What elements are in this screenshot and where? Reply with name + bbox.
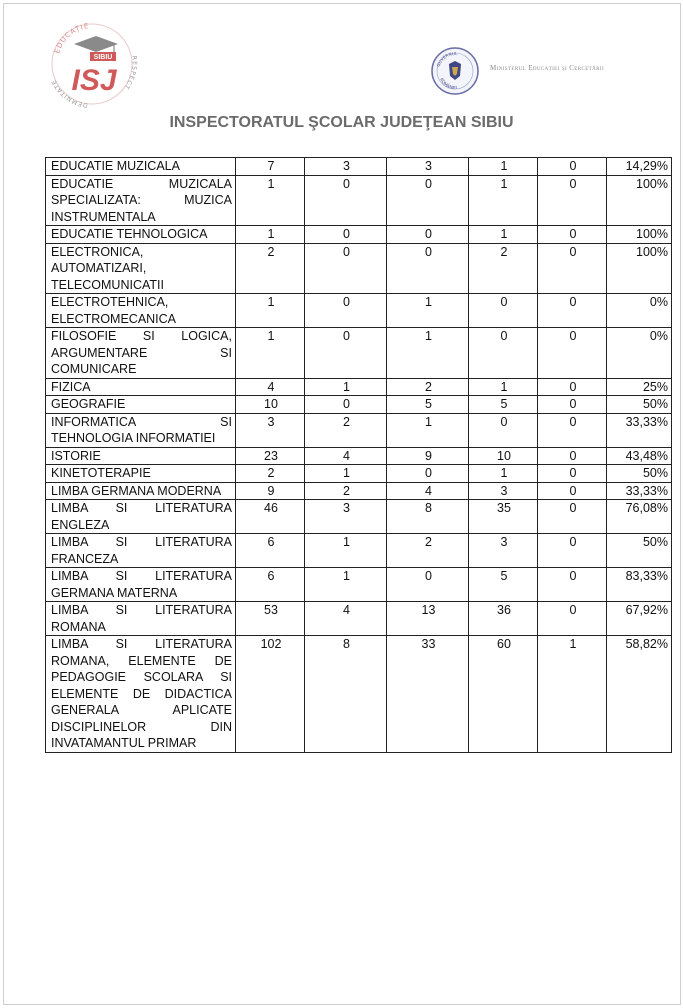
- percent-cell: 83,33%: [607, 568, 672, 602]
- value-cell: 2: [387, 534, 469, 568]
- value-cell: 0: [538, 226, 607, 244]
- value-cell: 0: [538, 328, 607, 379]
- value-cell: 4: [305, 447, 387, 465]
- ministry-logo-top-text: GUVERNUL: [435, 50, 458, 68]
- value-cell: 2: [305, 482, 387, 500]
- table-row: [46, 500, 672, 534]
- percent-cell: 100%: [607, 226, 672, 244]
- subject-cell: LIMBA SI LITERATURA ENGLEZA: [46, 500, 236, 534]
- value-cell: 33: [387, 636, 469, 753]
- table-row: [46, 482, 672, 500]
- value-cell: 0: [305, 175, 387, 226]
- subject-cell: LIMBA SI LITERATURA ROMANA: [46, 602, 236, 636]
- ministry-name: Ministerul Educației și Cercetării: [490, 64, 605, 72]
- value-cell: 0: [538, 602, 607, 636]
- value-cell: 60: [469, 636, 538, 753]
- value-cell: 2: [236, 243, 305, 294]
- table-row: [46, 602, 672, 636]
- page-title: INSPECTORATUL ŞCOLAR JUDEŢEAN SIBIU: [169, 114, 514, 131]
- subject-cell: FILOSOFIE SI LOGICA, ARGUMENTARE SI COMUNICARE: [46, 328, 236, 379]
- percent-cell: 33,33%: [607, 482, 672, 500]
- value-cell: 0: [469, 413, 538, 447]
- value-cell: 0: [538, 534, 607, 568]
- subject-cell: LIMBA SI LITERATURA ROMANA, ELEMENTE DE PEDAGOGIE SCOLARA SI ELEMENTE DE DIDACTICA GENERALA APLICATE DISCIPLINELOR DIN INVATAMANTUL PRIMAR: [46, 636, 236, 753]
- subject-cell: LIMBA SI LITERATURA FRANCEZA: [46, 534, 236, 568]
- sibiu-badge-text: SIBIU: [93, 54, 113, 61]
- table-row: [46, 568, 672, 602]
- value-cell: 1: [469, 226, 538, 244]
- percent-cell: 0%: [607, 294, 672, 328]
- value-cell: 0: [538, 465, 607, 483]
- value-cell: 53: [236, 602, 305, 636]
- value-cell: 0: [305, 328, 387, 379]
- logo-arc-top-text: EDUCAȚIE: [53, 22, 90, 55]
- subject-cell: EDUCATIE MUZICALA SPECIALIZATA: MUZICA INSTRUMENTALA: [46, 175, 236, 226]
- table-row: [46, 158, 672, 176]
- value-cell: 46: [236, 500, 305, 534]
- percent-cell: 50%: [607, 534, 672, 568]
- value-cell: 0: [538, 500, 607, 534]
- value-cell: 5: [387, 396, 469, 414]
- value-cell: 0: [387, 465, 469, 483]
- percent-cell: 50%: [607, 465, 672, 483]
- table-row: [46, 328, 672, 379]
- table-row: [46, 396, 672, 414]
- subject-cell: LIMBA GERMANA MODERNA: [46, 482, 236, 500]
- value-cell: 3: [469, 534, 538, 568]
- subject-cell: KINETOTERAPIE: [46, 465, 236, 483]
- value-cell: 0: [387, 175, 469, 226]
- value-cell: 1: [305, 378, 387, 396]
- value-cell: 2: [305, 413, 387, 447]
- value-cell: 1: [236, 294, 305, 328]
- value-cell: 6: [236, 534, 305, 568]
- percent-cell: 43,48%: [607, 447, 672, 465]
- value-cell: 4: [387, 482, 469, 500]
- value-cell: 2: [236, 465, 305, 483]
- value-cell: 0: [538, 568, 607, 602]
- value-cell: 0: [538, 243, 607, 294]
- table-row: [46, 243, 672, 294]
- value-cell: 1: [469, 465, 538, 483]
- value-cell: 102: [236, 636, 305, 753]
- value-cell: 0: [538, 158, 607, 176]
- subject-cell: ELECTRONICA, AUTOMATIZARI, TELECOMUNICATII: [46, 243, 236, 294]
- value-cell: 3: [305, 500, 387, 534]
- value-cell: 0: [305, 243, 387, 294]
- value-cell: 1: [236, 328, 305, 379]
- graduation-cap-icon: [74, 36, 118, 52]
- table-row: [46, 226, 672, 244]
- value-cell: 9: [236, 482, 305, 500]
- value-cell: 1: [538, 636, 607, 753]
- value-cell: 8: [387, 500, 469, 534]
- value-cell: 1: [305, 568, 387, 602]
- value-cell: 1: [305, 534, 387, 568]
- value-cell: 1: [236, 226, 305, 244]
- subject-cell: EDUCATIE MUZICALA: [46, 158, 236, 176]
- value-cell: 1: [387, 413, 469, 447]
- percent-cell: 25%: [607, 378, 672, 396]
- subject-cell: ISTORIE: [46, 447, 236, 465]
- ministry-logo-bottom-text: ROMÂNIEI: [439, 77, 458, 91]
- value-cell: 0: [387, 226, 469, 244]
- value-cell: 0: [469, 294, 538, 328]
- value-cell: 0: [538, 378, 607, 396]
- value-cell: 2: [469, 243, 538, 294]
- value-cell: 0: [387, 243, 469, 294]
- table-row: [46, 294, 672, 328]
- value-cell: 0: [538, 447, 607, 465]
- value-cell: 8: [305, 636, 387, 753]
- value-cell: 0: [538, 396, 607, 414]
- value-cell: 0: [538, 413, 607, 447]
- value-cell: 10: [469, 447, 538, 465]
- percent-cell: 100%: [607, 243, 672, 294]
- value-cell: 0: [387, 568, 469, 602]
- value-cell: 5: [469, 396, 538, 414]
- percent-cell: 100%: [607, 175, 672, 226]
- value-cell: 3: [236, 413, 305, 447]
- logo-arc-left-text: DEMNITATE: [50, 78, 89, 109]
- value-cell: 1: [469, 158, 538, 176]
- logo-arc-right-text: RESPECT: [122, 55, 138, 91]
- value-cell: 23: [236, 447, 305, 465]
- percent-cell: 50%: [607, 396, 672, 414]
- results-table: [45, 157, 672, 753]
- value-cell: 1: [236, 175, 305, 226]
- value-cell: 1: [469, 175, 538, 226]
- value-cell: 13: [387, 602, 469, 636]
- value-cell: 0: [469, 328, 538, 379]
- value-cell: 0: [305, 294, 387, 328]
- value-cell: 3: [387, 158, 469, 176]
- value-cell: 0: [305, 226, 387, 244]
- percent-cell: 58,82%: [607, 636, 672, 753]
- value-cell: 1: [387, 328, 469, 379]
- value-cell: 2: [387, 378, 469, 396]
- value-cell: 3: [305, 158, 387, 176]
- isj-mark-text: ISJ: [71, 64, 117, 97]
- value-cell: 1: [469, 378, 538, 396]
- value-cell: 0: [305, 396, 387, 414]
- value-cell: 0: [538, 482, 607, 500]
- value-cell: 36: [469, 602, 538, 636]
- percent-cell: 33,33%: [607, 413, 672, 447]
- percent-cell: 76,08%: [607, 500, 672, 534]
- table-row: [46, 413, 672, 447]
- subject-cell: FIZICA: [46, 378, 236, 396]
- value-cell: 3: [469, 482, 538, 500]
- percent-cell: 14,29%: [607, 158, 672, 176]
- table-body: [46, 158, 672, 753]
- value-cell: 10: [236, 396, 305, 414]
- subject-cell: GEOGRAFIE: [46, 396, 236, 414]
- value-cell: 4: [236, 378, 305, 396]
- value-cell: 1: [387, 294, 469, 328]
- subject-cell: EDUCATIE TEHNOLOGICA: [46, 226, 236, 244]
- subject-cell: INFORMATICA SI TEHNOLOGIA INFORMATIEI: [46, 413, 236, 447]
- table-row: [46, 447, 672, 465]
- table-row: [46, 465, 672, 483]
- value-cell: 35: [469, 500, 538, 534]
- table-row: [46, 534, 672, 568]
- ministry-logo: [430, 46, 480, 96]
- value-cell: 5: [469, 568, 538, 602]
- value-cell: 9: [387, 447, 469, 465]
- percent-cell: 0%: [607, 328, 672, 379]
- value-cell: 6: [236, 568, 305, 602]
- table-row: [46, 378, 672, 396]
- value-cell: 7: [236, 158, 305, 176]
- percent-cell: 67,92%: [607, 602, 672, 636]
- table-row: [46, 636, 672, 753]
- subject-cell: LIMBA SI LITERATURA GERMANA MATERNA: [46, 568, 236, 602]
- isj-sibiu-logo: [44, 14, 140, 110]
- value-cell: 1: [305, 465, 387, 483]
- value-cell: 0: [538, 294, 607, 328]
- subject-cell: ELECTROTEHNICA, ELECTROMECANICA: [46, 294, 236, 328]
- value-cell: 0: [538, 175, 607, 226]
- value-cell: 4: [305, 602, 387, 636]
- table-row: [46, 175, 672, 226]
